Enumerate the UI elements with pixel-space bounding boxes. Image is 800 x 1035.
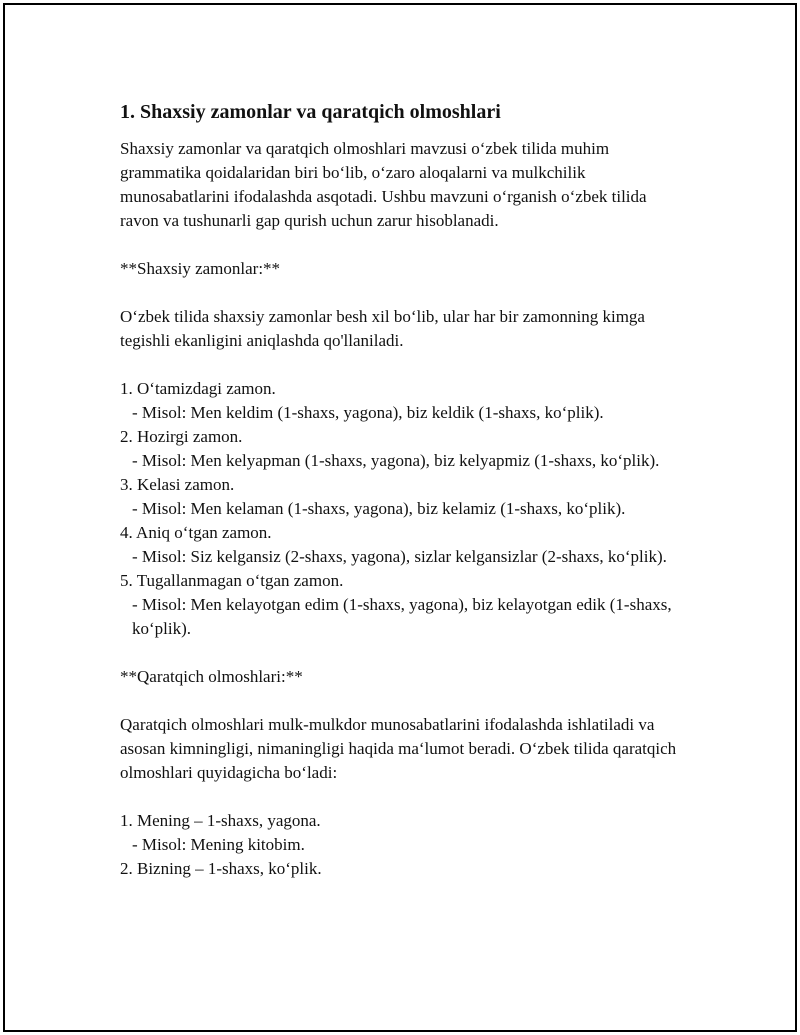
list-item-title: 2. Bizning – 1-shaxs, ko‘plik. <box>120 859 322 878</box>
list-item-example: - Misol: Men kelyapman (1-shaxs, yagona), biz kelyapmiz (1-shaxs, ko‘plik). <box>132 451 660 470</box>
list-item-title: 1. Mening – 1-shaxs, yagona. <box>120 811 321 830</box>
list-item <box>120 857 680 881</box>
list-item-title: 3. Kelasi zamon. <box>120 475 235 494</box>
document-page <box>3 3 797 1032</box>
list-item-example: - Misol: Men keldim (1-shaxs, yagona), biz keldik (1-shaxs, ko‘plik). <box>132 403 604 422</box>
tenses-subheading: **Shaxsiy zamonlar:** <box>120 259 281 278</box>
pronouns-subheading: **Qaratqich olmoshlari:** <box>120 667 303 686</box>
list-item <box>120 521 680 569</box>
tenses-list <box>120 377 680 641</box>
list-item-example: - Misol: Siz kelgansiz (2-shaxs, yagona), sizlar kelgansizlar (2-shaxs, ko‘plik). <box>132 547 667 566</box>
list-item-title: 2. Hozirgi zamon. <box>120 427 243 446</box>
document-content <box>120 99 680 905</box>
list-item <box>120 425 680 473</box>
list-item-example: - Misol: Men kelayotgan edim (1-shaxs, yagona), biz kelayotgan edik (1-shaxs, ko‘plik). <box>132 595 672 638</box>
list-item <box>120 809 680 857</box>
tenses-description: O‘zbek tilida shaxsiy zamonlar besh xil bo‘lib, ular har bir zamonning kimga tegishli ekanligini aniqlashda qo'llaniladi. <box>120 307 645 350</box>
page-title: 1. Shaxsiy zamonlar va qaratqich olmoshlari <box>120 101 501 123</box>
list-item-example: - Misol: Mening kitobim. <box>132 835 305 854</box>
list-item-title: 1. O‘tamizdagi zamon. <box>120 379 276 398</box>
list-item-example: - Misol: Men kelaman (1-shaxs, yagona), biz kelamiz (1-shaxs, ko‘plik). <box>132 499 626 518</box>
list-item <box>120 569 680 641</box>
pronouns-description: Qaratqich olmoshlari mulk-mulkdor munosabatlarini ifodalashda ishlatiladi va asosan kimningligi, nimaningligi haqida ma‘lumot beradi. O‘zbek tilida qaratqich olmoshlari quyidagicha bo‘ladi: <box>120 715 677 782</box>
list-item <box>120 473 680 521</box>
list-item-title: 4. Aniq o‘tgan zamon. <box>120 523 272 542</box>
list-item-title: 5. Tugallanmagan o‘tgan zamon. <box>120 571 344 590</box>
pronouns-list <box>120 809 680 881</box>
list-item <box>120 377 680 425</box>
intro-paragraph: Shaxsiy zamonlar va qaratqich olmoshlari mavzusi o‘zbek tilida muhim grammatika qoidalaridan biri bo‘lib, o‘zaro aloqalarni va mulkchilik munosabatlarini ifodalashda asqotadi. Ushbu mavzuni o‘rganish o‘zbek tilida ravon va tushunarli gap qurish uchun zarur hisoblanadi. <box>120 139 647 230</box>
